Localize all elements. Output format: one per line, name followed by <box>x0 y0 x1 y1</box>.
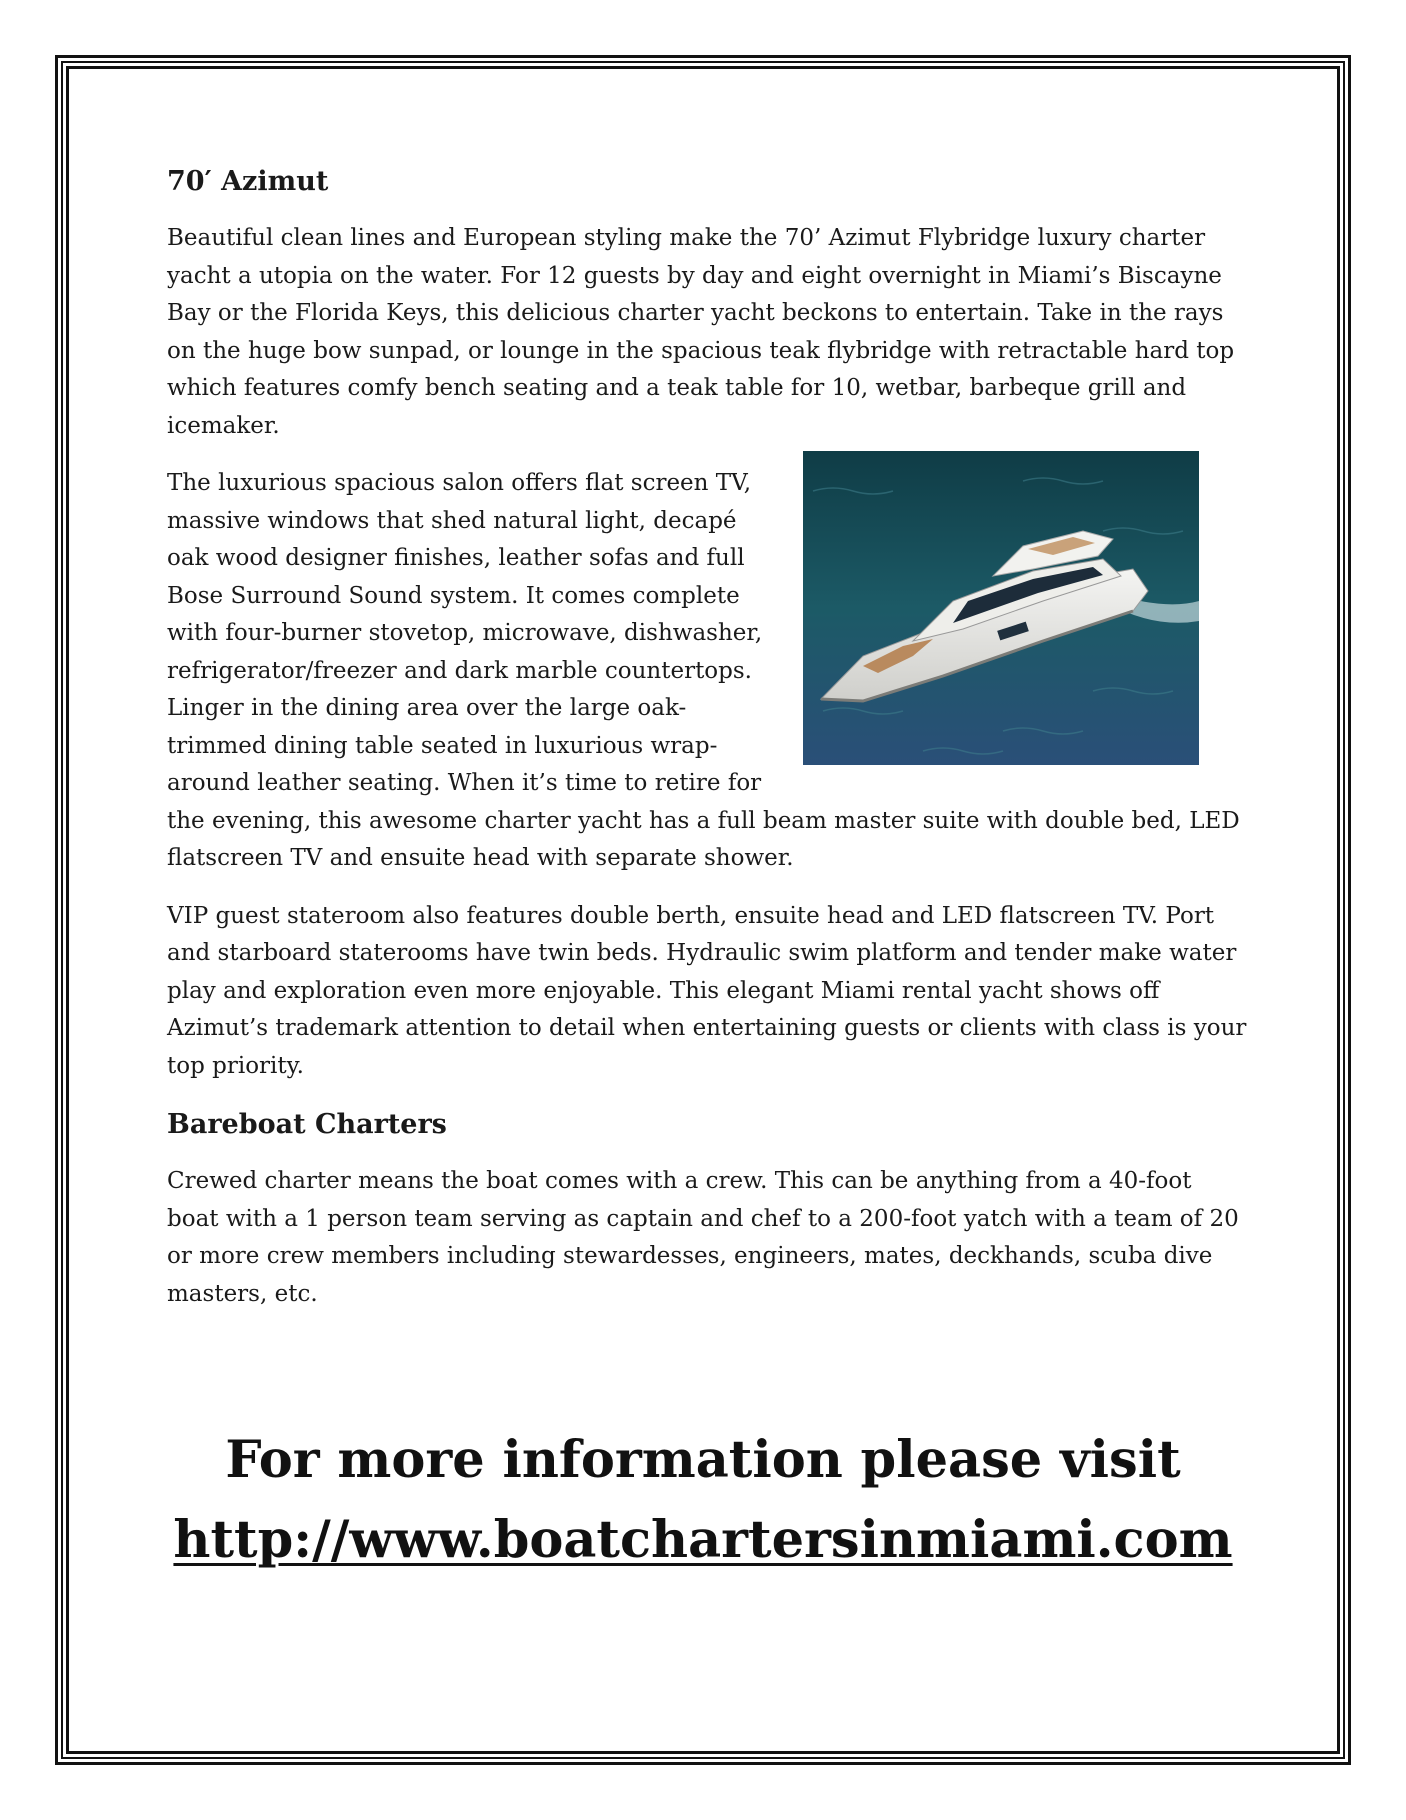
call-to-action <box>66 1420 1340 1580</box>
website-link[interactable]: http://www.boatchartersinmiami.com <box>173 1510 1233 1570</box>
paragraph-staterooms: VIP guest stateroom also features double berth, ensuite head and LED flatscreen TV. Port and starboard staterooms have twin beds. Hydraulic swim platform and tender make water play and exploration even more enjoyable. This elegant Miami rental yacht shows off Azimut’s trademark attention to detail when entertaining guests or clients with class is your top priority. <box>167 902 1247 1079</box>
section-title-bareboat: Bareboat Charters <box>167 1109 447 1140</box>
section-title-azimut: 70′ Azimut <box>167 166 329 197</box>
yacht-photo <box>803 451 1199 765</box>
paragraph-salon: The luxurious spacious salon offers flat screen TV, massive windows that shed natural light, decapé oak wood designer finishes, leather sofas and full Bose Surround Sound system. It comes complete with four-burner stovetop, microwave, dishwasher, refrigerator/freezer and dark marble countertops. Linger in the dining area over the large oak-trimmed dining table seated in luxurious wrap-around leather seating. When it’s time to retire for the evening, this awesome charter yacht has a full beam master suite with double bed, LED flatscreen TV and ensuite head with separate shower. <box>167 470 1240 871</box>
document-body <box>167 162 1247 1333</box>
cta-text: For more information please visit <box>225 1430 1181 1490</box>
paragraph-intro: Beautiful clean lines and European styling make the 70’ Azimut Flybridge luxury charter yacht a utopia on the water. For 12 guests by day and eight overnight in Miami’s Biscayne Bay or the Florida Keys, this delicious charter yacht beckons to entertain. Take in the rays on the huge bow sunpad, or lounge in the spacious teak flybridge with retractable hard top which features comfy bench seating and a teak table for 10, wetbar, barbeque grill and icemaker. <box>167 225 1235 439</box>
paragraph-crewed: Crewed charter means the boat comes with a crew. This can be anything from a 40-foot boat with a 1 person team serving as captain and chef to a 200-foot yatch with a team of 20 or more crew members including stewardesses, engineers, mates, deckhands, scuba dive masters, etc. <box>167 1168 1239 1307</box>
